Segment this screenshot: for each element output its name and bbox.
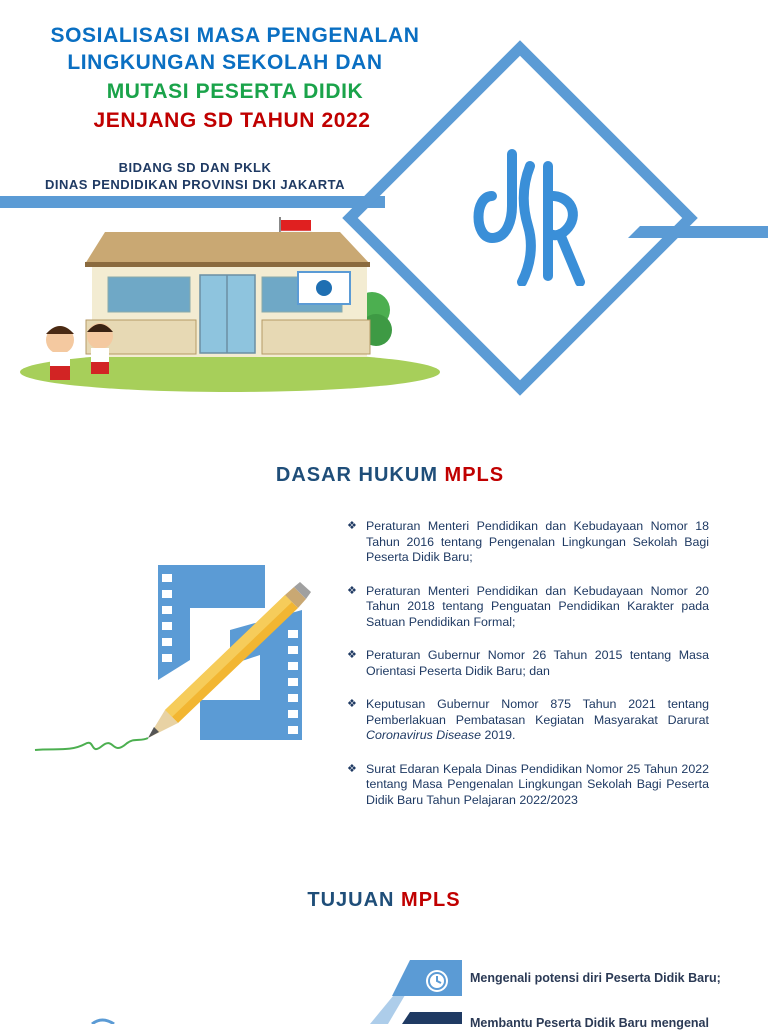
tujuan-item-1: Mengenali potensi diri Peserta Didik Baru; [470,971,721,985]
dinas-logo-icon [468,146,592,286]
scribble-line [35,738,148,750]
school-illustration [10,212,440,407]
list-item-italic-text: Coronavirus Disease [366,728,482,742]
tujuan-item-2: Membantu Peserta Didik Baru mengenal [470,1016,709,1030]
list-item-text: Peraturan Menteri Pendidikan dan Kebudayaan Nomor 20 Tahun 2018 tentang Penguatan Pendidikan Karakter pada Satuan Pendidikan Formal; [366,583,709,629]
dasar-hukum-title [0,464,768,487]
list-item-text-end: 2019. [481,728,516,742]
title-line-1: SOSIALISASI MASA PENGENALAN [50,24,420,47]
list-item [347,584,709,631]
tujuan-decoration [370,950,470,1024]
tujuan-title-part1: TUJUAN [307,889,402,911]
bullet-icon: ❖ [347,584,357,597]
bullet-icon: ❖ [347,520,357,532]
dasar-hukum-title-part1: DASAR HUKUM [275,464,445,486]
list-item [347,519,709,566]
list-item [347,762,709,809]
tujuan-title [0,889,768,912]
subtitle-line-2: DINAS PENDIDIKAN PROVINSI DKI JAKARTA [45,177,345,192]
dasar-hukum-title-part2: MPLS [444,464,505,486]
bullet-icon: ❖ [347,762,357,775]
list-item-text: Peraturan Gubernur Nomor 26 Tahun 2015 tentang Masa Orientasi Peserta Didik Baru; dan [366,648,709,678]
header-band-right [628,226,768,238]
list-item [347,697,709,744]
subtitle-line-1: BIDANG SD DAN PKLK [118,160,272,175]
title-line-2: LINGKUNGAN SEKOLAH DAN [67,51,383,74]
header-band-left [0,196,385,208]
list-item-text: Keputusan Gubernur Nomor 875 Tahun 2021 tentang Pemberlakuan Pembatasan Kegiatan Masyarakat Darurat [366,697,709,727]
list-item-text: Surat Edaran Kepala Dinas Pendidikan Nomor 25 Tahun 2022 tentang Masa Pengenalan Lingkungan Sekolah Bagi Peserta Didik Baru Tahun Pelajaran 2022/2023 [366,761,709,807]
tujuan-title-part2: MPLS [401,889,461,911]
bullet-icon: ❖ [347,649,357,661]
bullet-icon: ❖ [347,698,357,710]
title-line-3: MUTASI PESERTA DIDIK [106,80,364,103]
clock-icon [426,970,448,992]
list-item [347,648,709,679]
list-item-text: Peraturan Menteri Pendidikan dan Kebudayaan Nomor 18 Tahun 2016 tentang Pengenalan Lingkungan Sekolah Bagi Peserta Didik Baru; [366,519,709,564]
pencil-illustration [30,560,320,760]
title-line-4: JENJANG SD TAHUN 2022 [93,109,371,132]
bottom-left-decoration [90,1016,120,1024]
dasar-hukum-list [347,519,709,826]
